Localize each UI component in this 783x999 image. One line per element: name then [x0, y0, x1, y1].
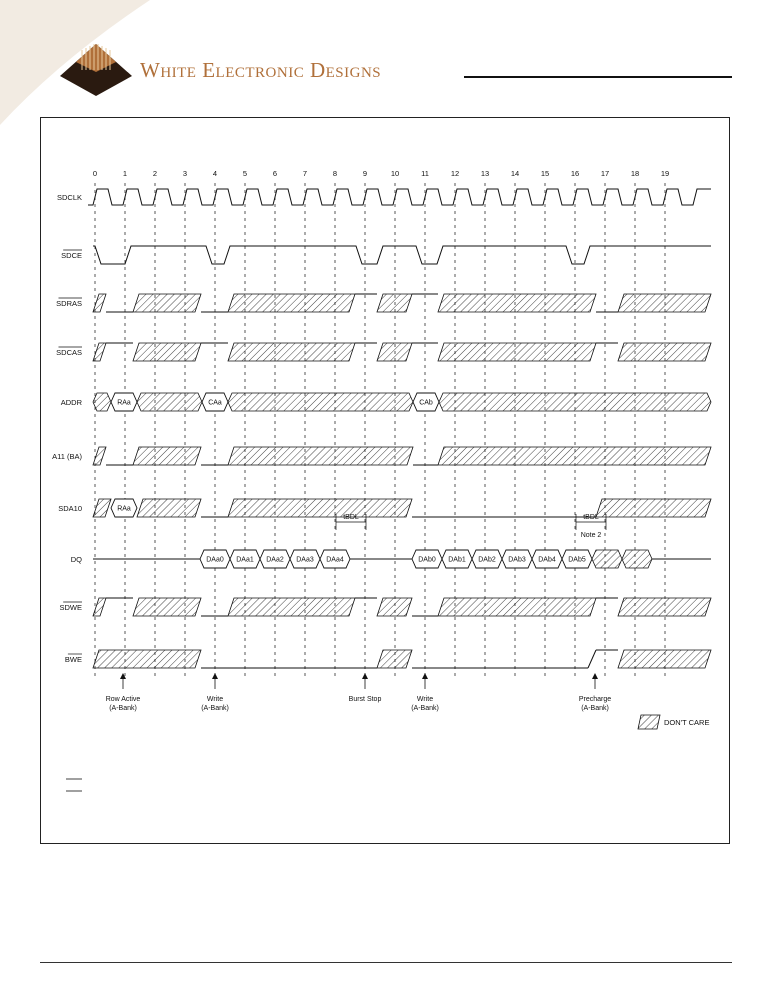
clock-number-9: 9 — [362, 169, 368, 178]
clock-number-15: 15 — [540, 169, 550, 178]
signal-label-dq: DQ — [70, 555, 82, 564]
dont-care-region — [133, 294, 201, 312]
signal-label-a11: A11 (BA) — [52, 452, 82, 461]
dont-care-region — [93, 393, 111, 411]
dq-value-label: DAb3 — [508, 556, 526, 564]
clock-number-14: 14 — [510, 169, 520, 178]
dont-care-region — [93, 598, 106, 616]
footer-rule — [40, 962, 732, 963]
legend-label: DON'T CARE — [664, 718, 710, 727]
dont-care-region — [438, 598, 596, 616]
event-label: Write — [206, 696, 224, 703]
dont-care-region — [439, 393, 711, 411]
signal-label-bwe: BWE — [64, 655, 82, 664]
dont-care-region — [133, 343, 201, 361]
dont-care-region — [228, 598, 355, 616]
dont-care-region — [228, 343, 355, 361]
dont-care-region — [618, 598, 711, 616]
dont-care-region — [133, 598, 201, 616]
addr-value-label: CAb — [419, 399, 433, 407]
dont-care-region — [438, 343, 596, 361]
dont-care-region — [228, 447, 413, 465]
dont-care-region — [377, 650, 412, 668]
clock-number-2: 2 — [152, 169, 158, 178]
clock-number-16: 16 — [570, 169, 580, 178]
bwe-edge — [588, 650, 596, 668]
event-arrowhead — [592, 673, 598, 679]
clock-number-8: 8 — [332, 169, 338, 178]
clock-number-5: 5 — [242, 169, 248, 178]
legend-swatch — [638, 715, 660, 729]
dont-care-region — [93, 499, 111, 517]
header-rule — [464, 76, 732, 78]
event-sublabel: (A-Bank) — [201, 705, 229, 712]
dq-value-label: DAa4 — [326, 556, 344, 564]
clock-number-7: 7 — [302, 169, 308, 178]
event-label: Row Active — [105, 696, 141, 703]
clock-number-3: 3 — [182, 169, 188, 178]
clock-number-12: 12 — [450, 169, 460, 178]
dont-care-region — [618, 343, 711, 361]
sdclk-waveform — [88, 189, 711, 205]
dont-care-region — [377, 343, 412, 361]
event-label: Burst Stop — [348, 696, 382, 703]
dq-value-label: DAa2 — [266, 556, 284, 564]
dq-value-label: DAb5 — [568, 556, 586, 564]
company-logo — [56, 40, 136, 100]
signal-label-addr: ADDR — [60, 398, 82, 407]
dont-care-region — [228, 393, 413, 411]
dont-care-region — [438, 294, 596, 312]
dont-care-region — [618, 650, 711, 668]
dq-value-label: DAb0 — [418, 556, 436, 564]
clock-number-6: 6 — [272, 169, 278, 178]
dq-value-label: DAa1 — [236, 556, 254, 564]
sda10-value-label: RAa — [117, 505, 131, 513]
dont-care-region — [618, 294, 711, 312]
event-arrowhead — [422, 673, 428, 679]
event-label: Precharge — [578, 696, 612, 703]
event-sublabel: (A-Bank) — [109, 705, 137, 712]
dq-value-label: DAa0 — [206, 556, 224, 564]
signal-label-sdcas: SDCAS — [56, 348, 82, 357]
signal-label-sdclk: SDCLK — [56, 193, 82, 202]
clock-number-18: 18 — [630, 169, 640, 178]
clock-number-11: 11 — [421, 169, 429, 178]
dq-value-label: DAb2 — [478, 556, 496, 564]
dont-care-region — [377, 598, 412, 616]
clock-number-19: 19 — [660, 169, 670, 178]
company-name: White Electronic Designs — [140, 58, 382, 82]
sdce-waveform — [93, 246, 711, 264]
clock-number-10: 10 — [390, 169, 400, 178]
event-sublabel: (A-Bank) — [411, 705, 439, 712]
clock-number-1: 1 — [122, 169, 128, 178]
event-arrowhead — [362, 673, 368, 679]
dont-care-region — [228, 499, 412, 517]
dont-care-region — [622, 550, 652, 568]
tbdl-label: tBDL — [343, 514, 359, 521]
signal-label-sda10: SDA10 — [58, 504, 82, 513]
clock-number-0: 0 — [92, 169, 98, 178]
dont-care-region — [93, 650, 201, 668]
tbdl-label: tBDL — [583, 514, 599, 521]
event-arrowhead — [212, 673, 218, 679]
dont-care-region — [377, 294, 412, 312]
clock-number-4: 4 — [212, 169, 218, 178]
dq-value-label: DAb4 — [538, 556, 556, 564]
clock-number-13: 13 — [480, 169, 490, 178]
event-label: Write — [416, 696, 434, 703]
signal-label-sdras: SDRAS — [56, 299, 82, 308]
dont-care-region — [596, 499, 711, 517]
dont-care-region — [137, 499, 201, 517]
dont-care-region — [438, 447, 711, 465]
note-label: Note 2 — [580, 532, 602, 539]
event-sublabel: (A-Bank) — [581, 705, 609, 712]
dq-value-label: DAa3 — [296, 556, 314, 564]
dont-care-region — [133, 447, 201, 465]
timing-diagram — [40, 117, 730, 844]
clock-number-17: 17 — [600, 169, 610, 178]
dont-care-region — [137, 393, 202, 411]
signal-label-sdwe: SDWE — [59, 603, 82, 612]
dq-value-label: DAb1 — [448, 556, 466, 564]
addr-value-label: CAa — [208, 399, 222, 407]
dont-care-region — [228, 294, 355, 312]
addr-value-label: RAa — [117, 399, 131, 407]
dont-care-region — [592, 550, 622, 568]
signal-label-sdce: SDCE — [61, 251, 82, 260]
